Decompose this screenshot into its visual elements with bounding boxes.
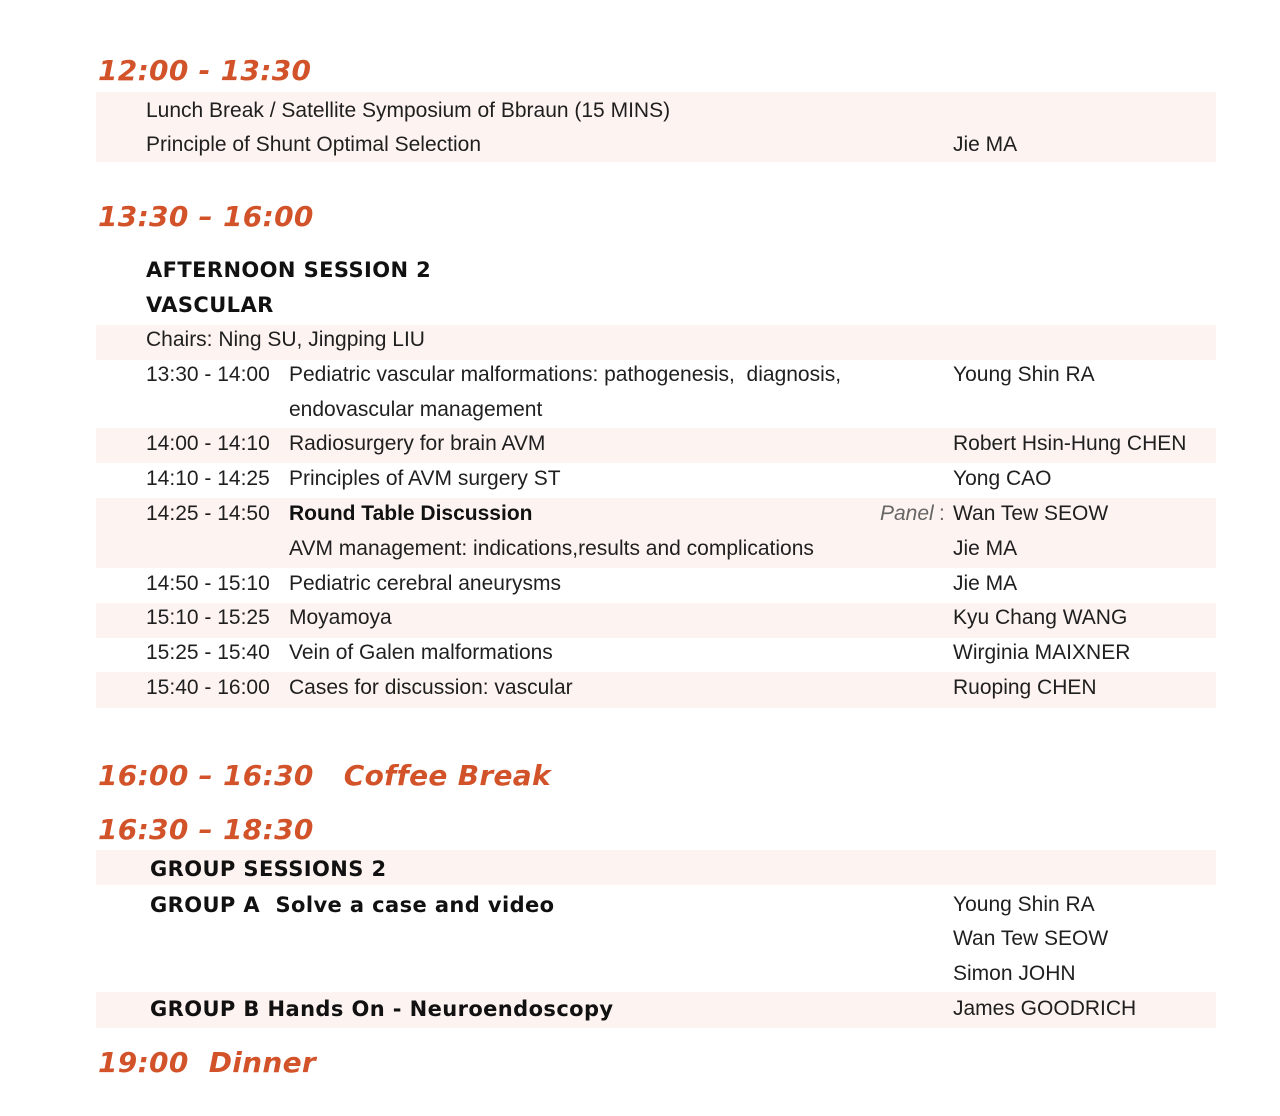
row-time: 13:30 - 14:00	[146, 363, 270, 386]
row-time: 15:10 - 15:25	[146, 606, 270, 629]
row-speaker: Wirginia MAIXNER	[953, 641, 1131, 664]
lunch-break-text: Lunch Break / Satellite Symposium of Bbraun (15 MINS)	[146, 99, 671, 122]
row-speaker: Kyu Chang WANG	[953, 606, 1128, 629]
row-title: Cases for discussion: vascular	[289, 676, 573, 699]
session-topic-vascular: VASCULAR	[146, 293, 274, 317]
dinner-heading: 19:00 Dinner	[98, 1046, 317, 1079]
row-speaker: Jie MA	[953, 572, 1018, 595]
time-heading-1630: 16:30 – 18:30	[98, 813, 314, 846]
time-heading-1330: 13:30 – 16:00	[98, 200, 314, 233]
row-title: Moyamoya	[289, 606, 392, 629]
row-speaker: Young Shin RA	[953, 363, 1095, 386]
row-time: 14:25 - 14:50	[146, 502, 270, 525]
chairs-text: Chairs: Ning SU, Jingping LIU	[146, 328, 425, 351]
row-time: 15:40 - 16:00	[146, 676, 270, 699]
talk-shunt-selection: Principle of Shunt Optimal Selection	[146, 133, 482, 156]
panel-colon: :	[939, 502, 945, 525]
row-title: Pediatric vascular malformations: pathogenesis, diagnosis,	[289, 363, 842, 386]
row-speaker: Yong CAO	[953, 467, 1052, 490]
group-a-speaker: Young Shin RA	[953, 893, 1095, 916]
row-time: 15:25 - 15:40	[146, 641, 270, 664]
row-title: Radiosurgery for brain AVM	[289, 432, 546, 455]
time-heading-1200: 12:00 - 13:30	[98, 54, 312, 87]
panel-label: Panel	[880, 502, 934, 525]
group-a-title: GROUP A Solve a case and video	[150, 893, 555, 917]
row-time: 14:50 - 15:10	[146, 572, 270, 595]
row-title: Principles of AVM surgery ST	[289, 467, 561, 490]
row-title: AVM management: indications,results and complications	[289, 537, 814, 560]
row-title: Pediatric cerebral aneurysms	[289, 572, 561, 595]
group-a-speaker: Simon JOHN	[953, 962, 1076, 985]
row-speaker: Jie MA	[953, 537, 1018, 560]
row-speaker: Wan Tew SEOW	[953, 502, 1109, 525]
row-title: Vein of Galen malformations	[289, 641, 553, 664]
coffee-break-heading: 16:00 – 16:30 Coffee Break	[98, 759, 551, 792]
row-time: 14:10 - 14:25	[146, 467, 270, 490]
group-b-title: GROUP B Hands On - Neuroendoscopy	[150, 997, 614, 1021]
row-speaker: Robert Hsin-Hung CHEN	[953, 432, 1187, 455]
row-time: 14:00 - 14:10	[146, 432, 270, 455]
speaker-jie-ma-shunt: Jie MA	[953, 133, 1018, 156]
session-title-afternoon: AFTERNOON SESSION 2	[146, 258, 432, 282]
round-table-title: Round Table Discussion	[289, 502, 533, 525]
group-a-speaker: Wan Tew SEOW	[953, 927, 1109, 950]
group-b-speaker: James GOODRICH	[953, 997, 1137, 1020]
row-title-continuation: endovascular management	[289, 398, 543, 421]
row-speaker: Ruoping CHEN	[953, 676, 1097, 699]
group-sessions-title: GROUP SESSIONS 2	[150, 857, 387, 881]
